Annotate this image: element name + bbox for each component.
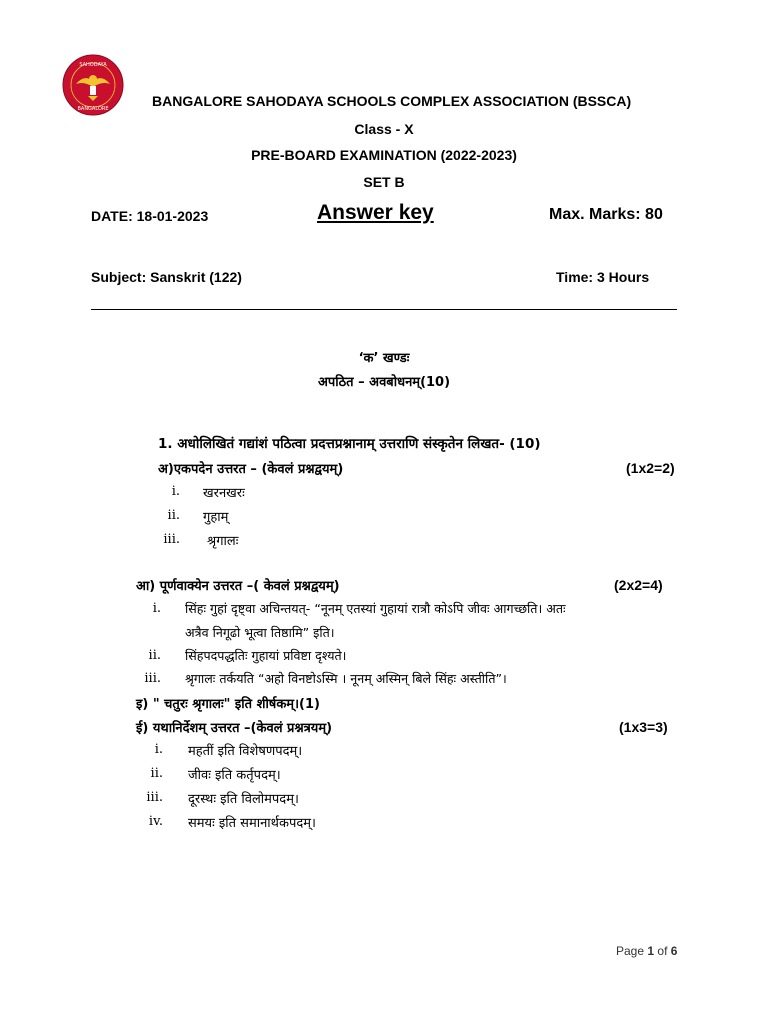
list-item-number: iii. [144,671,161,686]
list-item-number: ii. [148,648,161,663]
part-d-marks: (1x3=3) [619,719,668,735]
list-item: समयः इति समानार्थकपदम्। [188,816,316,831]
logo-emblem-icon [62,54,124,116]
list-item-number: i. [171,484,180,499]
page-title: Answer key [317,201,434,224]
list-item-continuation: अत्रैव निगूढो भूत्वा तिष्ठामि” इति। [185,625,335,640]
part-b-heading: आ) पूर्णवाक्येन उत्तरत –( केवलं प्रश्नद्वयम्) [136,579,340,594]
class-label: Class - X [354,121,414,137]
page-number-total: 6 [670,944,678,958]
part-b-marks: (2x2=4) [614,577,663,593]
list-item: दूरस्थः इति विलोमपदम्। [188,792,299,807]
list-item-number: iii. [163,532,180,547]
list-item: महतीं इति विशेषणपदम्। [188,744,303,759]
page-number-current: 1 [647,944,655,958]
set-label: SET B [363,174,405,190]
section-name: ‘क’ खण्डः [358,351,410,366]
max-marks: Max. Marks: 80 [549,206,663,223]
list-item-number: ii. [167,508,180,523]
list-item-number: iv. [148,814,163,829]
list-item-number: ii. [150,766,163,781]
page-number [616,944,677,958]
list-item: गुहाम् [203,510,229,525]
list-item: खरनखरः [203,486,245,501]
section-subtitle: अपठित – अवबोधनम्(10) [317,375,451,390]
list-item: श्रृगालः [207,534,239,549]
organization-name: BANGALORE SAHODAYA SCHOOLS COMPLEX ASSOCIATION (BSSCA) [152,93,632,109]
part-c-heading: इ) " चतुरः श्रृगालः" इति शीर्षकम्।(1) [136,697,320,712]
question-1-heading: 1. अधोलिखितं गद्यांशं पठित्वा प्रदत्तप्रश्नानाम् उत्तराणि संस्कृतेन लिखत- (10) [158,436,541,452]
page-number-of: of [657,944,668,958]
list-item: श्रृगालः तर्कयति “अहो विनष्टोऽस्मि । नूनम् अस्मिन् बिले सिंहः अस्तीति”। [185,671,507,686]
logo-text-top: SAHODAYA [79,62,107,68]
list-item-number: iii. [146,790,163,805]
part-d-heading: ई) यथानिर्देशम् उत्तरत –(केवलं प्रश्नत्रयम्) [136,721,333,736]
school-logo [62,54,124,116]
logo-text-bottom: BANGALORE [77,106,109,112]
list-item-number: i. [152,601,161,616]
list-item: सिंहः गुहां दृष्ट्वा अचिन्तयत्- “नूनम् एतस्यां गुहायां रात्रौ कोऽपि जीवः आगच्छति। अतः [185,601,566,616]
list-item-number: i. [154,742,163,757]
subject-label: Subject: Sanskrit (122) [91,269,242,285]
part-a-marks: (1x2=2) [626,460,675,476]
time-label: Time: 3 Hours [556,269,650,285]
list-item: जीवः इति कर्तृपदम्। [188,768,281,783]
part-a-heading: अ)एकपदेन उत्तरत – (केवलं प्रश्नद्वयम्) [158,462,344,477]
list-item: सिंहपदपद्धतिः गुहायां प्रविष्टा दृश्यते। [185,648,347,663]
exam-title: PRE-BOARD EXAMINATION (2022-2023) [251,147,517,163]
page-number-label: Page [616,944,645,958]
header-divider [91,309,677,310]
exam-date: DATE: 18-01-2023 [91,208,209,224]
